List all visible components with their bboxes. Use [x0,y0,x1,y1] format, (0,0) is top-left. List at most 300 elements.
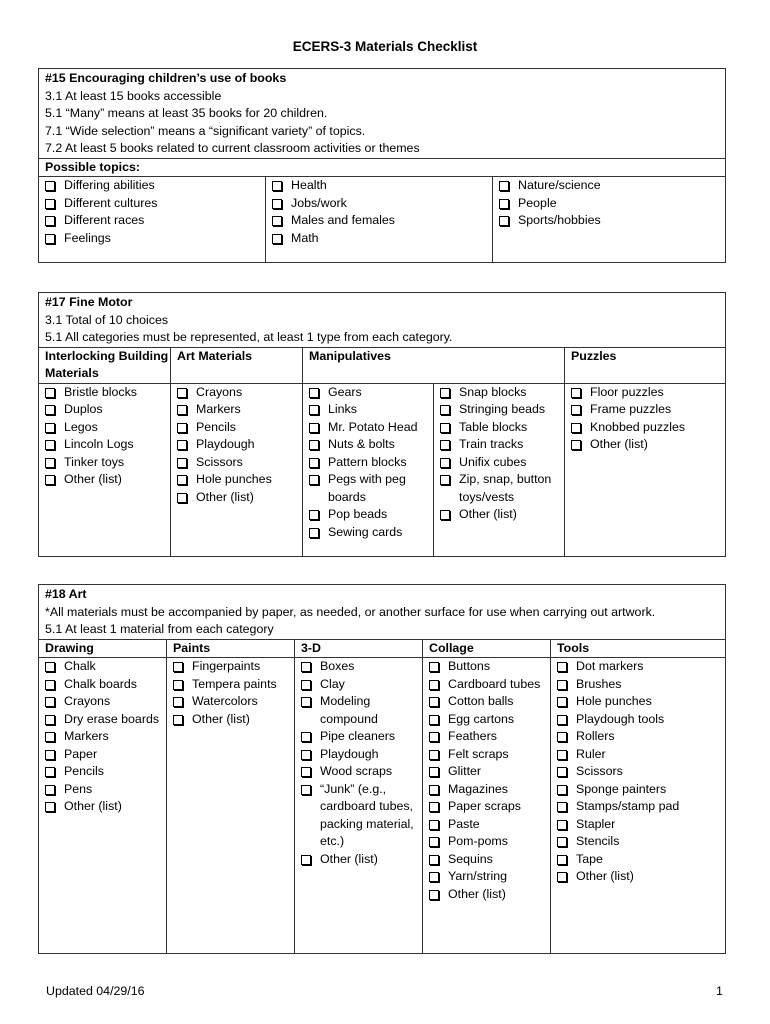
checkbox-icon[interactable] [571,405,581,415]
checkbox-icon[interactable] [45,802,55,812]
checkbox-icon[interactable] [45,680,55,690]
header-manipulatives: Manipulatives [303,347,565,383]
checkbox-icon[interactable] [499,199,509,209]
checklist-item-label: Chalk [64,659,96,673]
checklist-item[interactable] [557,693,725,711]
checklist-item[interactable] [557,658,725,676]
checklist-item[interactable] [45,195,265,213]
checkbox-icon[interactable] [557,732,567,742]
checklist-item-label: Scissors [196,454,243,469]
checklist-item-label: Math [291,230,319,245]
checkbox-icon[interactable] [557,662,567,672]
checkbox-icon[interactable] [177,388,187,398]
checklist-item-label: Pipe cleaners [320,729,396,743]
checklist-item-label: Bristle blocks [64,384,137,399]
checklist-item-label: Zip, snap, button toys/vests [459,472,552,504]
art-materials-list [171,383,303,556]
checklist-item-label: Modeling compound [320,694,378,726]
checkbox-icon[interactable] [429,732,439,742]
checkbox-icon[interactable] [557,837,567,847]
checkbox-icon[interactable] [557,820,567,830]
checkbox-icon[interactable] [45,216,55,226]
checklist-item[interactable] [499,195,725,213]
checklist-item[interactable] [557,833,725,851]
checklist-item[interactable] [557,798,725,816]
checklist-item[interactable] [309,401,433,419]
checklist-item[interactable] [45,471,170,489]
checklist-item[interactable] [177,419,302,437]
checklist-item-label: Other (list) [64,799,122,813]
checkbox-icon[interactable] [571,423,581,433]
checkbox-icon[interactable] [301,855,311,865]
checklist-item-label: Pattern blocks [328,454,407,469]
section-17-table [38,292,726,557]
checklist-item-label: Other (list) [320,851,378,866]
checkbox-icon[interactable] [571,388,581,398]
checklist-item-label: Buttons [448,659,491,673]
checklist-item[interactable] [177,384,302,402]
checkbox-icon[interactable] [309,440,319,450]
checklist-item[interactable] [429,851,550,869]
checklist-item[interactable] [45,746,166,764]
checklist-item-label: Boxes [320,659,355,673]
checkbox-icon[interactable] [45,767,55,777]
checkbox-icon[interactable] [557,750,567,760]
section-15-table [38,68,726,263]
checklist-item[interactable] [173,658,294,676]
checklist-item[interactable] [429,798,550,816]
threed-list [295,658,423,954]
checkbox-icon[interactable] [440,458,450,468]
checkbox-icon[interactable] [309,423,319,433]
checklist-item[interactable] [429,868,550,886]
checklist-item-label: Feelings [64,230,111,245]
checkbox-icon[interactable] [440,423,450,433]
checkbox-icon[interactable] [45,405,55,415]
checklist-item[interactable] [557,711,725,729]
checkbox-icon[interactable] [309,510,319,520]
checklist-item-label: Markers [64,729,109,743]
possible-topics-label: Possible topics: [39,158,726,177]
checklist-item[interactable] [309,524,433,542]
checklist-item-label: Other (list) [448,886,506,901]
checkbox-icon[interactable] [309,528,319,538]
checklist-item-label: Rollers [576,729,615,743]
checklist-item[interactable] [45,401,170,419]
checklist-item[interactable] [571,436,725,454]
checklist-item-label: Table blocks [459,419,528,434]
checkbox-icon[interactable] [557,872,567,882]
manipulatives-list-2 [434,383,565,556]
checklist-item-label: Chalk boards [64,676,138,691]
checkbox-icon[interactable] [272,199,282,209]
checklist-item-label: Stringing beads [459,402,546,416]
checkbox-icon[interactable] [45,475,55,485]
checklist-item[interactable] [45,384,170,402]
checkbox-icon[interactable] [429,855,439,865]
checkbox-icon[interactable] [440,475,450,485]
checkbox-icon[interactable] [177,405,187,415]
checklist-item[interactable] [429,816,550,834]
checklist-item-label: Magazines [448,781,508,796]
checklist-item-label: Pop beads [328,507,388,521]
checklist-item-label: Playdough [320,746,379,761]
checklist-item[interactable] [571,419,725,437]
checklist-item-label: Sewing cards [328,524,403,539]
checklist-item[interactable] [571,384,725,402]
topics-col-2 [266,177,493,263]
checklist-item[interactable] [557,728,725,746]
checkbox-icon[interactable] [45,732,55,742]
tools-list [551,658,726,954]
checkbox-icon[interactable] [440,388,450,398]
checkbox-icon[interactable] [429,767,439,777]
checklist-item[interactable] [45,658,166,676]
page-title: ECERS-3 Materials Checklist [292,39,478,54]
checklist-item-label: Unifix cubes [459,454,527,469]
checkbox-icon[interactable] [557,855,567,865]
checklist-item-label: Other (list) [459,507,517,521]
checklist-item[interactable] [440,384,564,402]
checklist-item[interactable] [45,711,166,729]
checklist-item-label: Mr. Potato Head [328,419,418,434]
checklist-item[interactable] [301,658,422,676]
checklist-item-label: Train tracks [459,437,524,451]
checkbox-icon[interactable] [272,234,282,244]
checkbox-icon[interactable] [557,802,567,812]
drawing-list [39,658,167,954]
checklist-item[interactable] [557,746,725,764]
checklist-item-label: Differing abilities [64,178,155,192]
checklist-item-label: Brushes [576,676,622,691]
checklist-item-label: Different cultures [64,195,158,210]
checklist-item-label: Duplos [64,402,103,416]
checkbox-icon[interactable] [45,388,55,398]
checklist-item[interactable] [301,851,422,869]
checklist-item[interactable] [45,454,170,472]
checklist-item[interactable] [557,781,725,799]
footer-updated: Updated 04/29/16 [46,984,145,998]
checklist-item[interactable] [177,471,302,489]
checklist-item[interactable] [429,693,550,711]
checklist-item[interactable] [429,833,550,851]
checkbox-icon[interactable] [45,715,55,725]
checklist-item[interactable] [45,212,265,230]
checklist-item[interactable] [45,763,166,781]
checklist-item[interactable] [429,886,550,904]
checklist-item-label: Crayons [196,384,243,399]
checklist-item-label: Dry erase boards [64,711,160,726]
checklist-item[interactable] [429,711,550,729]
checklist-item[interactable] [309,454,433,472]
checkbox-icon[interactable] [309,475,319,485]
checklist-item-label: Knobbed puzzles [590,419,686,434]
checklist-item-label: Pens [64,781,93,796]
checklist-item[interactable] [45,781,166,799]
checklist-item[interactable] [173,711,294,729]
checkbox-icon[interactable] [177,475,187,485]
checklist-item[interactable] [301,763,422,781]
interlocking-list [39,383,171,556]
checklist-item-label: Pencils [64,764,104,778]
checklist-item-label: Gears [328,384,362,399]
checklist-item[interactable] [309,419,433,437]
paints-list [167,658,295,954]
section-18-heading: #18 Art [45,587,87,601]
checkbox-icon[interactable] [429,802,439,812]
checklist-item-label: Wood scraps [320,764,393,778]
checklist-item[interactable] [557,676,725,694]
checklist-item-label: Feathers [448,729,497,743]
header-puzzles: Puzzles [565,347,726,383]
checklist-item[interactable] [177,436,302,454]
checkbox-icon[interactable] [45,697,55,707]
checklist-item-label: Other (list) [192,711,250,726]
checklist-item[interactable] [301,728,422,746]
checkbox-icon[interactable] [429,697,439,707]
checklist-item-label: Tape [576,851,603,866]
header-collage: Collage [423,639,551,658]
checklist-item[interactable] [309,506,433,524]
checkbox-icon[interactable] [440,405,450,415]
checkbox-icon[interactable] [173,680,183,690]
header-tools: Tools [551,639,726,658]
section-18-line: 5.1 At least 1 material from each category [45,622,274,636]
checklist-item-label: Pencils [196,419,236,434]
checklist-item-label: Sports/hobbies [518,213,601,227]
checkbox-icon[interactable] [177,440,187,450]
checklist-item[interactable] [440,454,564,472]
checklist-item-label: Paper [64,746,98,761]
checklist-item[interactable] [429,728,550,746]
checklist-item-label: Snap blocks [459,384,527,399]
checkbox-icon[interactable] [45,440,55,450]
checkbox-icon[interactable] [429,662,439,672]
checkbox-icon[interactable] [309,405,319,415]
checklist-item[interactable] [272,177,492,195]
checklist-item-label: Watercolors [192,694,258,708]
checklist-item[interactable] [429,781,550,799]
checklist-item[interactable] [499,177,725,195]
puzzles-list [565,383,726,556]
checklist-item[interactable] [571,401,725,419]
section-18-line: *All materials must be accompanied by paper, as needed, or another surface for use when carrying out artwork. [45,604,656,619]
checkbox-icon[interactable] [440,510,450,520]
checklist-item[interactable] [557,868,725,886]
checkbox-icon[interactable] [45,181,55,191]
checklist-item[interactable] [440,419,564,437]
checkbox-icon[interactable] [429,785,439,795]
checkbox-icon[interactable] [272,181,282,191]
checklist-item-label: Stamps/stamp pad [576,799,680,813]
checklist-item-label: Playdough tools [576,711,665,726]
manipulatives-list-1 [303,383,434,556]
checklist-item-label: Lincoln Logs [64,437,134,451]
checklist-item-label: Ruler [576,746,606,761]
section-15-heading: #15 Encouraging children’s use of books [45,71,287,85]
checkbox-icon[interactable] [45,662,55,672]
checklist-item[interactable] [45,436,170,454]
checklist-item-label: Paste [448,816,480,831]
checklist-item[interactable] [272,230,492,248]
checkbox-icon[interactable] [301,785,311,795]
checkbox-icon[interactable] [301,680,311,690]
checkbox-icon[interactable] [45,458,55,468]
checklist-item[interactable] [557,816,725,834]
checklist-item[interactable] [177,489,302,507]
checkbox-icon[interactable] [45,234,55,244]
checkbox-icon[interactable] [45,423,55,433]
checklist-item-label: Jobs/work [291,195,347,210]
checklist-item[interactable] [301,676,422,694]
checklist-item-label: Other (list) [590,437,648,451]
checkbox-icon[interactable] [173,697,183,707]
section-15-line: 3.1 At least 15 books accessible [45,88,222,103]
section-17-line: 3.1 Total of 10 choices [45,312,169,327]
checklist-item-label: Clay [320,676,345,691]
header-art-materials: Art Materials [171,347,303,383]
checkbox-icon[interactable] [429,680,439,690]
checklist-item[interactable] [440,471,564,506]
checklist-item-label: Hole punches [576,694,652,708]
checkbox-icon[interactable] [429,820,439,830]
checklist-item-label: Markers [196,402,241,416]
checkbox-icon[interactable] [177,458,187,468]
checklist-item-label: Health [291,178,327,192]
section-15-line: 7.1 “Wide selection” means a “significant variety” of topics. [45,123,366,138]
checklist-item-label: Nature/science [518,178,601,192]
checklist-item-label: Stapler [576,816,616,831]
checkbox-icon[interactable] [557,715,567,725]
checkbox-icon[interactable] [45,785,55,795]
checkbox-icon[interactable] [45,750,55,760]
section-15-line: 5.1 “Many” means at least 35 books for 20 children. [45,106,328,120]
checkbox-icon[interactable] [429,837,439,847]
checklist-item[interactable] [177,401,302,419]
checklist-item-label: Crayons [64,694,111,708]
checklist-item[interactable] [440,506,564,524]
header-paints: Paints [167,639,295,658]
checklist-item[interactable] [429,658,550,676]
topics-col-1 [39,177,266,263]
checklist-item-label: Males and females [291,213,395,227]
checkbox-icon[interactable] [429,872,439,882]
checkbox-icon[interactable] [177,423,187,433]
checklist-item[interactable] [45,419,170,437]
checklist-item[interactable] [45,693,166,711]
checklist-item[interactable] [440,401,564,419]
checkbox-icon[interactable] [429,750,439,760]
header-interlocking: Interlocking Building Materials [39,347,171,383]
section-17-line: 5.1 All categories must be represented, at least 1 type from each category. [45,330,453,344]
collage-list [423,658,551,954]
checklist-item-label: Stencils [576,834,620,848]
checkbox-icon[interactable] [173,715,183,725]
header-3d: 3-D [295,639,423,658]
checklist-item-label: Tempera paints [192,676,277,691]
section-17-heading: #17 Fine Motor [45,295,133,309]
checklist-item-label: Sequins [448,851,493,866]
checklist-item[interactable] [309,471,433,506]
footer-page-number: 1 [716,984,723,998]
checkbox-icon[interactable] [309,388,319,398]
checklist-item-label: Yarn/string [448,869,507,883]
checkbox-icon[interactable] [309,458,319,468]
checklist-item[interactable] [45,177,265,195]
checkbox-icon[interactable] [429,890,439,900]
checklist-item[interactable] [440,436,564,454]
checkbox-icon[interactable] [429,715,439,725]
checkbox-icon[interactable] [557,697,567,707]
checklist-item[interactable] [173,676,294,694]
checklist-item[interactable] [177,454,302,472]
checklist-item[interactable] [301,746,422,764]
checklist-item-label: Other (list) [576,869,634,883]
checkbox-icon[interactable] [272,216,282,226]
checkbox-icon[interactable] [301,767,311,777]
checklist-item[interactable] [429,746,550,764]
checkbox-icon[interactable] [301,662,311,672]
checklist-item-label: Fingerpaints [192,659,261,673]
checklist-item[interactable] [301,693,422,728]
checkbox-icon[interactable] [177,493,187,503]
checklist-item[interactable] [301,781,422,851]
section-15-line: 7.2 At least 5 books related to current classroom activities or themes [45,141,420,155]
checklist-item-label: Glitter [448,764,482,778]
checklist-item[interactable] [45,798,166,816]
checklist-item-label: Hole punches [196,472,272,486]
checkbox-icon[interactable] [440,440,450,450]
checklist-item-label: Tinker toys [64,454,125,469]
checkbox-icon[interactable] [571,440,581,450]
checklist-item[interactable] [309,436,433,454]
checklist-item-label: Scissors [576,764,623,778]
checklist-item[interactable] [173,693,294,711]
checkbox-icon[interactable] [301,732,311,742]
checkbox-icon[interactable] [173,662,183,672]
checklist-item-label: Playdough [196,437,255,451]
checklist-item-label: Legos [64,419,98,434]
checkbox-icon[interactable] [557,785,567,795]
checklist-item-label: Pegs with peg boards [328,472,406,504]
checkbox-icon[interactable] [301,750,311,760]
checklist-item-label: Dot markers [576,659,644,673]
topics-col-3 [493,177,726,263]
checkbox-icon[interactable] [499,216,509,226]
checklist-item-label: Felt scraps [448,746,509,761]
checklist-item[interactable] [45,676,166,694]
checkbox-icon[interactable] [499,181,509,191]
checklist-item[interactable] [45,230,265,248]
checklist-item[interactable] [557,763,725,781]
checklist-item[interactable] [309,384,433,402]
checklist-item[interactable] [272,195,492,213]
checklist-item[interactable] [45,728,166,746]
checklist-item-label: Floor puzzles [590,384,664,399]
checklist-item[interactable] [499,212,725,230]
checkbox-icon[interactable] [557,767,567,777]
checklist-item-label: Cardboard tubes [448,676,541,691]
checklist-item[interactable] [429,676,550,694]
checklist-item-label: Pom-poms [448,834,508,848]
checklist-item[interactable] [272,212,492,230]
checklist-item[interactable] [429,763,550,781]
checkbox-icon[interactable] [557,680,567,690]
checkbox-icon[interactable] [45,199,55,209]
checkbox-icon[interactable] [301,697,311,707]
checklist-item-label: “Junk” (e.g., cardboard tubes, packing material, etc.) [320,781,414,848]
checklist-item[interactable] [557,851,725,869]
